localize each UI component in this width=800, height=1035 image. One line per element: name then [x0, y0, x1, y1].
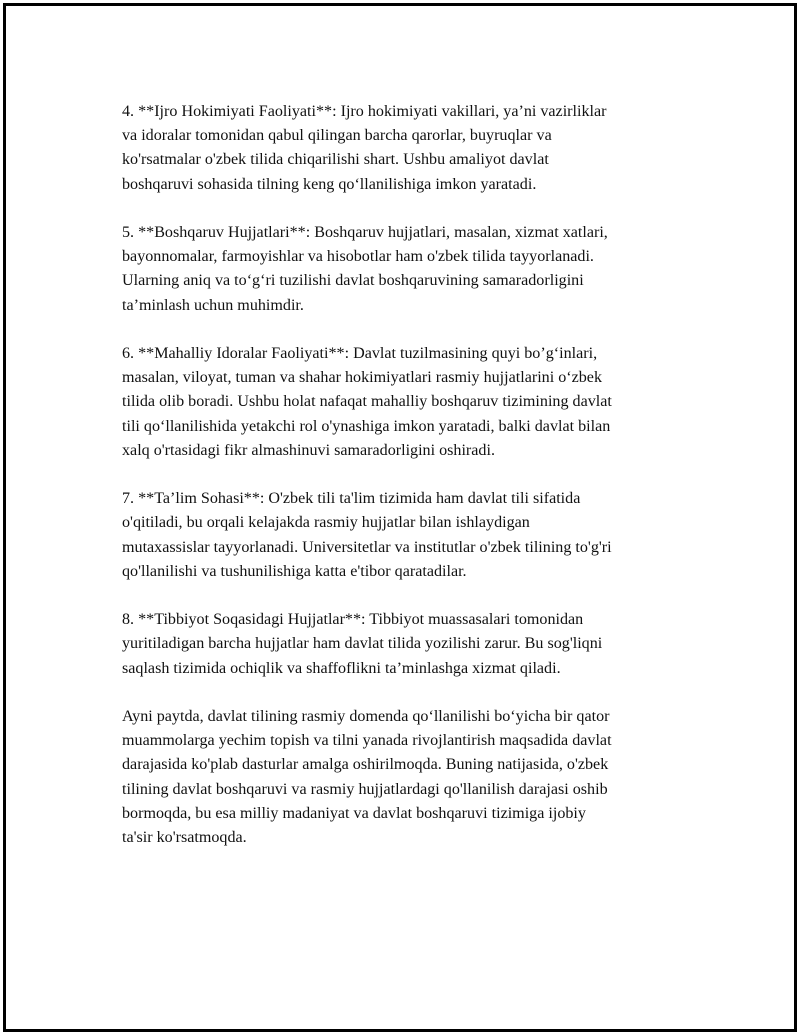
- text-line: ko'rsatmalar o'zbek tilida chiqarilishi shart. Ushbu amaliyot davlat: [122, 151, 549, 169]
- text-line: tili qo‘llanilishida yetakchi rol o'ynashiga imkon yaratadi, balki davlat bilan: [122, 417, 611, 435]
- text-line: 4. **Ijro Hokimiyati Faoliyati**: Ijro hokimiyati vakillari, ya’ni vazirliklar: [122, 103, 607, 120]
- text-line: xalq o'rtasidagi fikr almashinuvi samaradorligini oshiradi.: [122, 441, 495, 459]
- text-line: o'qitiladi, bu orqali kelajakda rasmiy hujjatlar bilan ishlaydigan: [122, 514, 530, 532]
- text-line: tilining davlat boshqaruvi va rasmiy hujjatlardagi qo'llanilish darajasi oshib: [122, 780, 608, 798]
- text-line: masalan, viloyat, tuman va shahar hokimiyatlari rasmiy hujjatlarini o‘zbek: [122, 369, 602, 387]
- paragraph-ijro-hokimiyati: [122, 100, 692, 197]
- text-line: muammolarga yechim topish va tilni yanada rivojlantirish maqsadida davlat: [122, 732, 612, 750]
- text-line: Ayni paytda, davlat tilining rasmiy domenda qo‘llanilishi bo‘yicha bir qator: [122, 708, 610, 725]
- text-line: yuritiladigan barcha hujjatlar ham davlat tilida yozilishi zarur. Bu sog'liqni: [122, 635, 603, 653]
- page-frame: [3, 3, 797, 1032]
- paragraph-talim-sohasi: [122, 487, 692, 584]
- paragraph-conclusion: [122, 705, 692, 850]
- text-line: saqlash tizimida ochiqlik va shaffoflikni ta’minlashga xizmat qiladi.: [122, 659, 561, 677]
- text-line: darajasida ko'plab dasturlar amalga oshirilmoqda. Buning natijasida, o'zbek: [122, 756, 609, 774]
- paragraph-mahalliy-idoralar: [122, 342, 692, 463]
- text-line: ta'sir ko'rsatmoqda.: [122, 829, 247, 847]
- text-line: bormoqda, bu esa milliy madaniyat va davlat boshqaruvi tizimiga ijobiy: [122, 804, 586, 822]
- text-line: mutaxassislar tayyorlanadi. Universitetlar va institutlar o'zbek tilining to'g'ri: [122, 538, 612, 556]
- text-line: 8. **Tibbiyot Soqasidagi Hujjatlar**: Tibbiyot muassasalari tomonidan: [122, 611, 584, 629]
- text-line: tilida olib boradi. Ushbu holat nafaqat mahalliy boshqaruv tizimining davlat: [122, 393, 612, 411]
- page-content: [122, 100, 692, 874]
- paragraph-tibbiyot-hujjatlar: [122, 608, 692, 681]
- paragraph-boshqaruv-hujjatlari: [122, 221, 692, 318]
- text-line: 7. **Ta’lim Sohasi**: O'zbek tili ta'lim tizimida ham davlat tili sifatida: [122, 490, 581, 508]
- text-line: 6. **Mahalliy Idoralar Faoliyati**: Davlat tuzilmasining quyi bo’g‘inlari,: [122, 345, 598, 362]
- text-line: Ularning aniq va to‘g‘ri tuzilishi davlat boshqaruvining samaradorligini: [122, 272, 584, 290]
- text-line: 5. **Boshqaruv Hujjatlari**: Boshqaruv hujjatlari, masalan, xizmat xatlari,: [122, 224, 608, 241]
- text-line: boshqaruvi sohasida tilning keng qo‘llanilishiga imkon yaratadi.: [122, 175, 537, 193]
- text-line: bayonnomalar, farmoyishlar va hisobotlar ham o'zbek tilida tayyorlanadi.: [122, 248, 594, 266]
- text-line: va idoralar tomonidan qabul qilingan barcha qarorlar, buyruqlar va: [122, 127, 552, 145]
- text-line: ta’minlash uchun muhimdir.: [122, 296, 304, 314]
- text-line: qo'llanilishi va tushunilishiga katta e'tibor qaratadilar.: [122, 562, 467, 580]
